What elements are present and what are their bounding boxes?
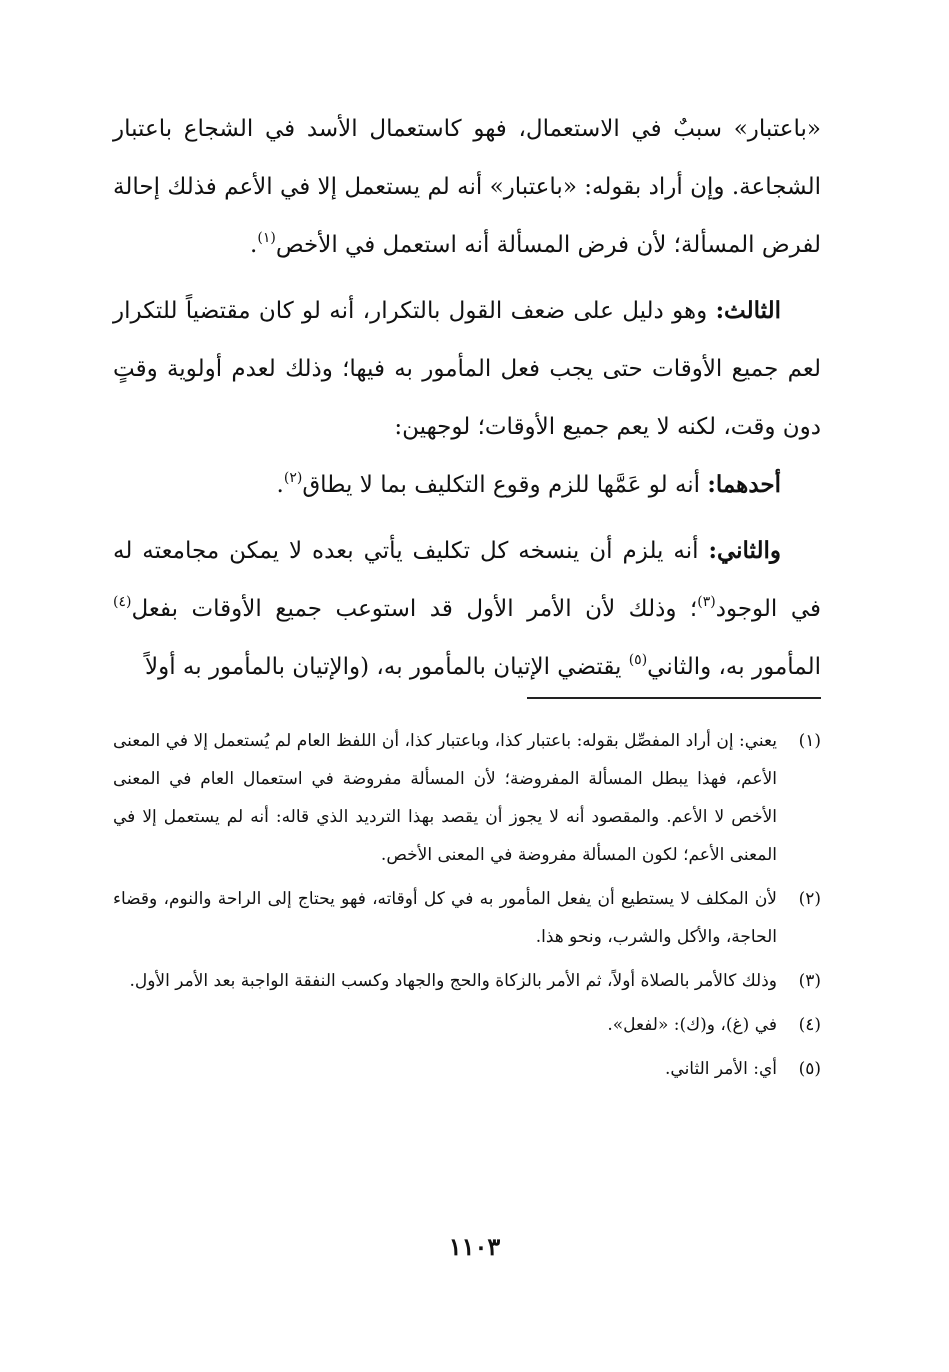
footnote-ref-5: (٥)	[628, 652, 648, 668]
footnote-number: (١)	[798, 731, 821, 751]
paragraph-third-argument: الثالث: وهو دليل على ضعف القول بالتكرار، أنه لو كان مقتضياً للتكرار لعم جميع الأوقات حتى يجب فعل المأمور به فيها؛ وذلك لعدم أولوية وقتٍ دون وقت، لكنه لا يعم جميع الأوقات؛ لوجهين:	[113, 297, 821, 440]
footnote-ref-3: (٣)	[697, 594, 716, 610]
footnote-text: أي: الأمر الثاني.	[665, 1059, 777, 1079]
paragraph-1: «باعتبار» سببٌ في الاستعمال، فهو كاستعمال الأسد في الشجاع باعتبار الشجاعة. وإن أراد بقوله: «باعتبار» أنه لم يستعمل إلا في الأعم فذلك إحالة لفرض المسألة؛ لأن فرض المسألة أنه استعمل في الأخص$^{(١)}$.	[113, 116, 821, 258]
paragraph-second-reason: والثاني: أنه يلزم أن ينسخه كل تكليف يأتي بعده لا يمكن مجامعته له في الوجود$^{(٣)}$؛ وذلك لأن الأمر الأول قد استوعب جميع الأوقات بفعل$^{(٤)}$ المأمور به، والثاني$^{(٥)}$ يقتضي الإتيان بالمأمور به، (والإتيان بالمأمور به أولاً	[113, 537, 821, 680]
footnotes	[113, 722, 821, 1094]
footnote-text: يعني: إن أراد المفصِّل بقوله: باعتبار كذا، وباعتبار كذا، أن اللفظ العام لم يُستعمل إلا في المعنى الأعم، فهذا يبطل المسألة المفروضة؛ لأن المسألة مفروضة في استعمال العام في المعنى الأخص لا الأعم. والمقصود أنه لا يجوز أن يقصد بهذا الترديد الذي قاله: أنه لم يستعمل إلا في المعنى الأعم؛ لكون المسألة مفروضة في المعنى الأخص.	[113, 731, 777, 865]
label-first: أحدهما:	[707, 471, 781, 498]
footnote-ref-4: (٤)	[113, 594, 132, 610]
label-second: والثاني:	[708, 537, 781, 564]
footnote-ref-1: (١)	[257, 230, 276, 246]
paragraph-first-reason: أحدهما: أنه لو عَمَّها للزم وقوع التكليف بما لا يطاق$^{(٢)}$.	[276, 470, 781, 498]
page-number: ١١٠٣	[448, 1232, 501, 1261]
footnote-separator	[527, 697, 821, 699]
footnote-number: (٥)	[798, 1059, 821, 1079]
footnote-ref-2: (٢)	[283, 470, 303, 486]
label-third: الثالث:	[715, 297, 781, 324]
main-text	[113, 100, 821, 696]
footnote-text: في (غ)، و(ك): «لفعل».	[607, 1015, 777, 1035]
footnote-1	[113, 722, 821, 874]
footnote-5	[113, 1050, 821, 1088]
footnote-number: (٤)	[798, 1015, 821, 1035]
footnote-number: (٣)	[798, 971, 821, 991]
footnote-text: وذلك كالأمر بالصلاة أولاً، ثم الأمر بالزكاة والحج والجهاد وكسب النفقة الواجبة بعد الأمر الأول.	[129, 971, 777, 991]
footnote-text: لأن المكلف لا يستطيع أن يفعل المأمور به في كل أوقاته، فهو يحتاج إلى الراحة والنوم، وقضاء الحاجة، والأكل والشرب، ونحو هذا.	[113, 889, 777, 947]
footnote-3	[113, 962, 821, 1000]
footnote-2	[113, 880, 821, 956]
footnote-4	[113, 1006, 821, 1044]
footnote-number: (٢)	[798, 889, 821, 909]
